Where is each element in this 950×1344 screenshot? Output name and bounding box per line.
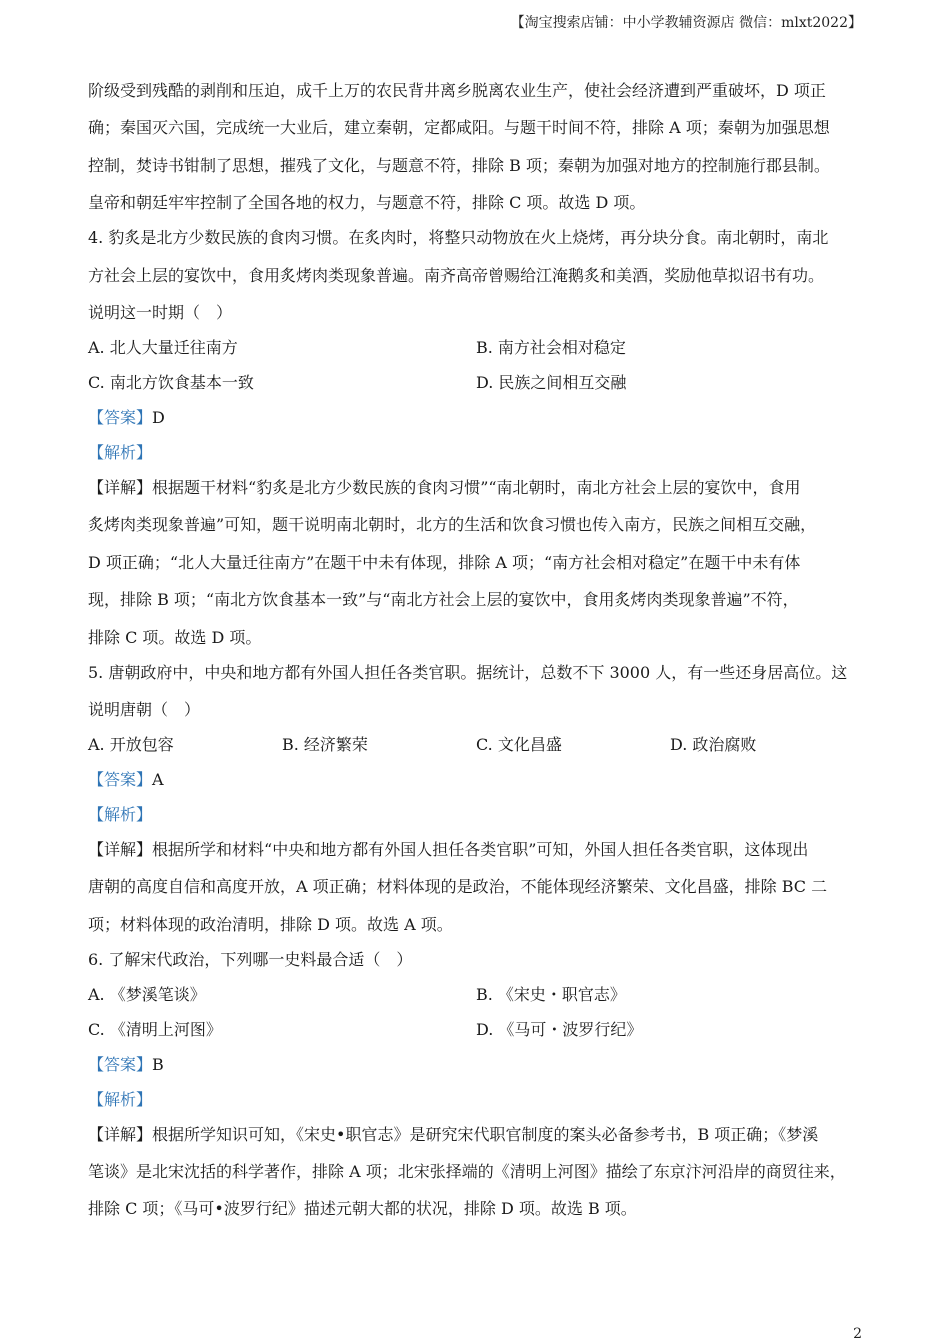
detail-line: [88, 835, 870, 872]
detail-line: [88, 473, 870, 510]
option-c: C. 文化昌盛: [476, 734, 562, 754]
question-stem: 说明这一时期（ ）: [88, 302, 233, 322]
answer-value: D: [152, 407, 165, 427]
options-row: [88, 1015, 870, 1050]
text-line: 确；秦国灭六国，完成统一大业后，建立秦朝，定都咸阳。与题干时间不符，排除 A 项；秦朝为加强思想: [88, 118, 830, 138]
detail-line: 排除 C 项；《马可•波罗行纪》描述元朝大都的状况，排除 D 项。故选 B 项。: [88, 1199, 637, 1219]
option-d: D. 《马可・波罗行纪》: [476, 1019, 643, 1039]
option-d: D. 政治腐败: [670, 734, 757, 754]
detail-line: 排除 C 项。故选 D 项。: [88, 627, 262, 647]
answer-value: A: [152, 769, 164, 789]
options-row: [88, 368, 870, 403]
option-c: C. 《清明上河图》: [88, 1019, 222, 1039]
answer-label: 【答案】: [88, 1054, 153, 1074]
question-stem: 说明唐朝（ ）: [88, 699, 201, 719]
page-number: 2: [853, 1326, 862, 1342]
analysis-label: 【解析】: [88, 804, 153, 824]
answer-label: 【答案】: [88, 769, 153, 789]
detail-line: [88, 1120, 870, 1157]
option-c: C. 南北方饮食基本一致: [88, 372, 254, 392]
analysis-label-line: [88, 1085, 870, 1120]
option-b: B. 经济繁荣: [282, 734, 368, 754]
option-a: A. 北人大量迁往南方: [88, 337, 238, 357]
document-body: [88, 76, 870, 1232]
analysis-label: 【解析】: [88, 442, 153, 462]
options-row: [88, 333, 870, 368]
text-line: 皇帝和朝廷牢牢控制了全国各地的权力，与题意不符，排除 C 项。故选 D 项。: [88, 193, 646, 213]
answer-line: [88, 1050, 870, 1085]
text-line: 控制，焚诗书钳制了思想，摧残了文化，与题意不符，排除 B 项；秦朝为加强对地方的控制施行郡县制。: [88, 155, 830, 175]
question-stem: 4. 豹炙是北方少数民族的食肉习惯。在炙肉时，将整只动物放在火上烧烤，再分块分食。南北朝时，南北: [88, 228, 829, 248]
detail-text: 根据所学知识可知，《宋史•职官志》是研究宋代职官制度的案头必备参考书，B 项正确；《梦溪: [152, 1124, 819, 1144]
detail-text: 根据题干材料“豹炙是北方少数民族的食肉习惯”“南北朝时，南北方社会上层的宴饮中，食用: [152, 477, 801, 497]
options-row: [88, 730, 870, 765]
options-row: [88, 980, 870, 1015]
question-stem: 5. 唐朝政府中，中央和地方都有外国人担任各类官职。据统计，总数不下 3000 人，有一些还身居高位。这: [88, 662, 848, 682]
option-d: D. 民族之间相互交融: [476, 372, 627, 392]
detail-line: 现，排除 B 项；“南北方饮食基本一致”与“南北方社会上层的宴饮中，食用炙烤肉类现象普遍”不符，: [88, 590, 799, 610]
question-6: [88, 945, 870, 1232]
detail-text: 根据所学和材料“中央和地方都有外国人担任各类官职”可知，外国人担任各类官职，这体现出: [152, 839, 809, 859]
option-a: A. 开放包容: [88, 734, 174, 754]
analysis-label-line: [88, 438, 870, 473]
option-a: A. 《梦溪笔谈》: [88, 984, 206, 1004]
detail-line: 炙烤肉类现象普遍”可知，题干说明南北朝时，北方的生活和饮食习惯也传入南方，民族之间相互交融，: [88, 515, 817, 535]
detail-line: 唐朝的高度自信和高度开放，A 项正确；材料体现的是政治，不能体现经济繁荣、文化昌盛，排除 BC 二: [88, 877, 828, 897]
question-4: [88, 223, 870, 657]
question-stem: 6. 了解宋代政治，下列哪一史料最合适（ ）: [88, 949, 413, 969]
detail-line: 项；材料体现的政治清明，排除 D 项。故选 A 项。: [88, 914, 453, 934]
analysis-label: 【解析】: [88, 1089, 153, 1109]
answer-line: [88, 403, 870, 438]
answer-line: [88, 765, 870, 800]
option-b: B. 南方社会相对稳定: [476, 337, 626, 357]
answer-label: 【答案】: [88, 407, 153, 427]
detail-label: 【详解】: [88, 839, 153, 859]
question-5: [88, 658, 870, 945]
text-line: 阶级受到残酷的剥削和压迫，成千上万的农民背井离乡脱离农业生产，使社会经济遭到严重破坏，D 项正: [88, 81, 826, 100]
page-header: 【淘宝搜索店铺：中小学教辅资源店 微信：mlxt2022】: [510, 15, 862, 31]
detail-label: 【详解】: [88, 477, 153, 497]
answer-value: B: [152, 1054, 164, 1074]
detail-line: D 项正确；“北人大量迁往南方”在题干中未有体现，排除 A 项；“南方社会相对稳定”在题干中未有体: [88, 552, 801, 572]
detail-label: 【详解】: [88, 1124, 153, 1144]
question-stem: 方社会上层的宴饮中，食用炙烤肉类现象普遍。南齐高帝曾赐给江淹鹅炙和美酒，奖励他草拟诏书有功。: [88, 265, 825, 285]
detail-line: 笔谈》是北宋沈括的科学著作，排除 A 项；北宋张择端的《清明上河图》描绘了东京汴河沿岸的商贸往来，: [88, 1162, 846, 1182]
option-b: B. 《宋史・职官志》: [476, 984, 626, 1004]
analysis-label-line: [88, 800, 870, 835]
